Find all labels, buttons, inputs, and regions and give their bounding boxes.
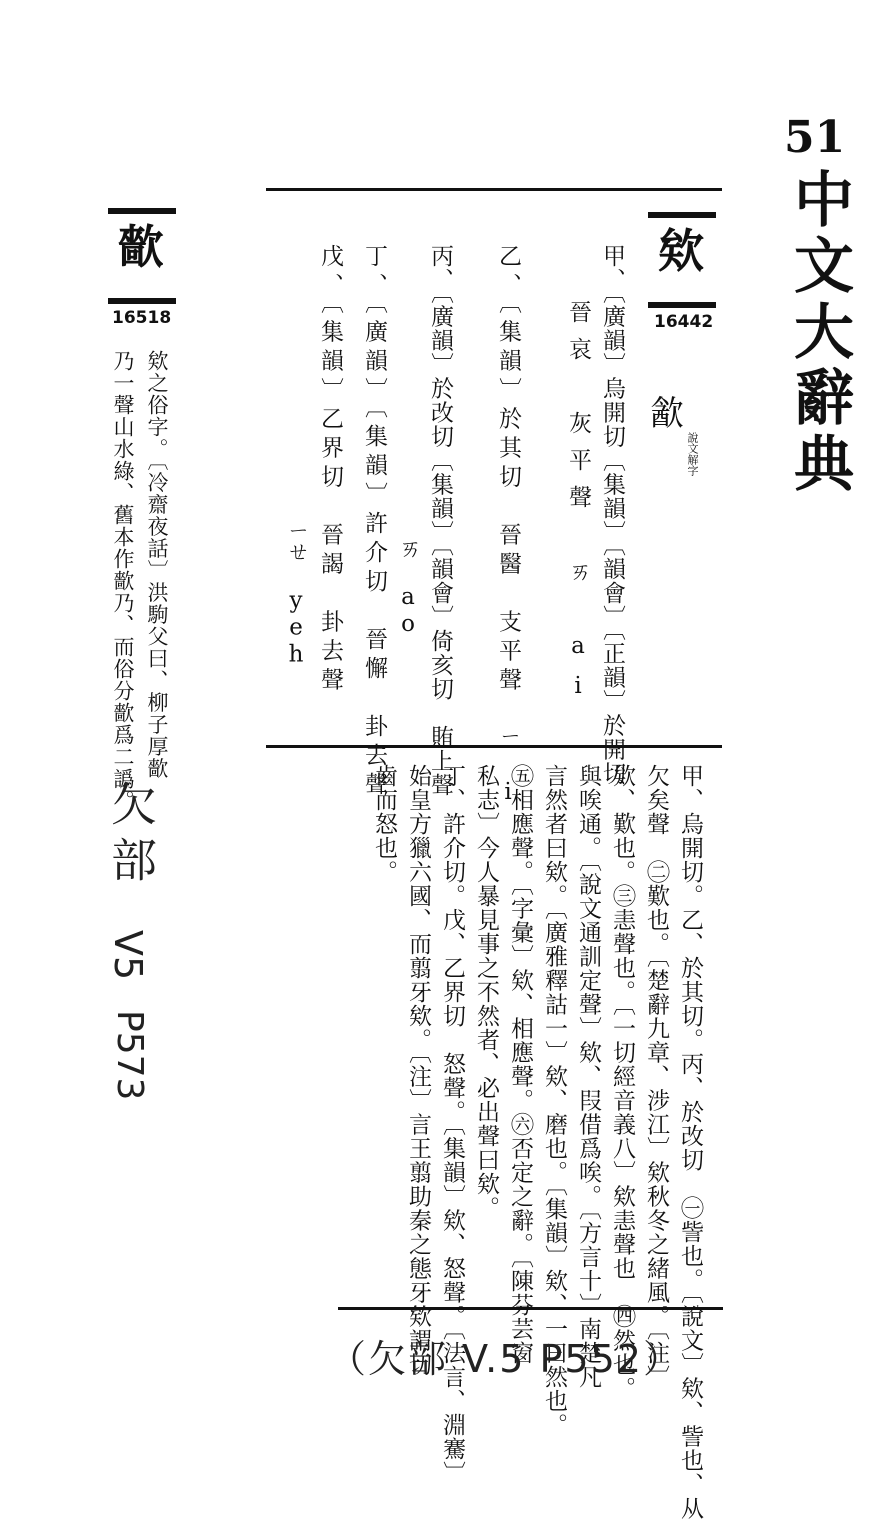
definition-line-3: 欸、歎也。㊂恚聲也。〔一切經音義八〕欸恚聲也 ㊃然也。 [609, 764, 635, 1401]
entry2-headword: 㱇 [118, 220, 164, 274]
handwritten-margin-note-3: P573 [109, 1010, 150, 1101]
reading-jia-line1: 甲、〔廣韻〕烏開切〔集韻〕〔韻會〕〔正韻〕於開切 [599, 244, 625, 786]
reading-jia-line2: 晉哀 灰平聲 ㄞ ai [565, 300, 591, 713]
definition-line-10: 齒而怒也。 [371, 764, 397, 884]
handwritten-margin-note-2: V5 [106, 930, 150, 981]
definition-line-1: 甲、烏開切。乙、於其切。丙、於改切 ㊀訾也。〔說文〕欸、訾也、从 [677, 764, 703, 1521]
book-title: 中文大辭典 [784, 168, 854, 498]
definition-line-2: 欠矣聲 ㊁歎也。〔楚辭九章、涉江〕欸秋冬之緒風。〔注〕 [643, 764, 669, 1389]
entry1-seal-form: 㱃 [650, 394, 684, 434]
entry1-headword: 欸 [658, 224, 704, 278]
definition-line-6: ㊄相應聲。〔字彙〕欸、相應聲。㊅否定之辭。〔陳芬芸窗 [507, 764, 533, 1365]
definition-line-9: 始皇方獵六國、而翦牙欸。〔注〕言王翦助秦之態牙欸謂切 [405, 764, 431, 1377]
definition-line-4: 與唉通。〔說文通訓定聲〕欸、叚借爲唉。〔方言十〕南楚凡 [575, 764, 601, 1389]
handwritten-margin-note-1: 欠部 [104, 780, 158, 892]
reading-bing-line1: 丙、〔廣韻〕於改切〔集韻〕〔韻會〕倚亥切 賄上聲 [427, 244, 453, 797]
entry2-text-line-2: 乃一聲山水綠、舊本作㱇乃、而俗分㱇爲二譌。 [111, 350, 135, 812]
middle-rule [266, 745, 722, 748]
definition-line-7: 私志〕今人暴見事之不然者、必出聲曰欸。 [473, 764, 499, 1220]
reading-wu-line2: ㄧㄝ yeh [283, 520, 309, 669]
top-rule [266, 188, 722, 191]
entry1-code: 16442 [654, 312, 714, 332]
entry1-shuowen-note: 說文解字 [686, 432, 699, 476]
reading-ding: 丁、〔廣韻〕〔集韻〕許介切 晉懈 卦去聲 [361, 244, 387, 801]
page-number: 51 [784, 112, 846, 163]
reading-yi: 乙、〔集韻〕於其切 晉醫 支平聲 ㄧ i [495, 244, 521, 811]
reading-wu-line1: 戊、〔集韻〕乙界切 晉謁 卦去聲 [317, 244, 343, 697]
definition-line-8: 丁、許介切。戊、乙界切 怒聲。〔集韻〕欸、怒聲。〔法言、淵騫〕 [439, 764, 465, 1485]
entry2-text-line-1: 欸之俗字。〔冷齋夜話〕洪駒父曰、柳子厚㱇 [145, 350, 169, 780]
entry2-code: 16518 [112, 308, 172, 328]
definition-line-5: 言然者曰欸。〔廣雅釋詁一〕欸、磨也。〔集韻〕欸、一曰然也。 [541, 764, 567, 1437]
reading-bing-line2: ㄞ ao [395, 536, 421, 638]
handwritten-bottom-note: （欠部 V.5 P552） [328, 1337, 683, 1381]
